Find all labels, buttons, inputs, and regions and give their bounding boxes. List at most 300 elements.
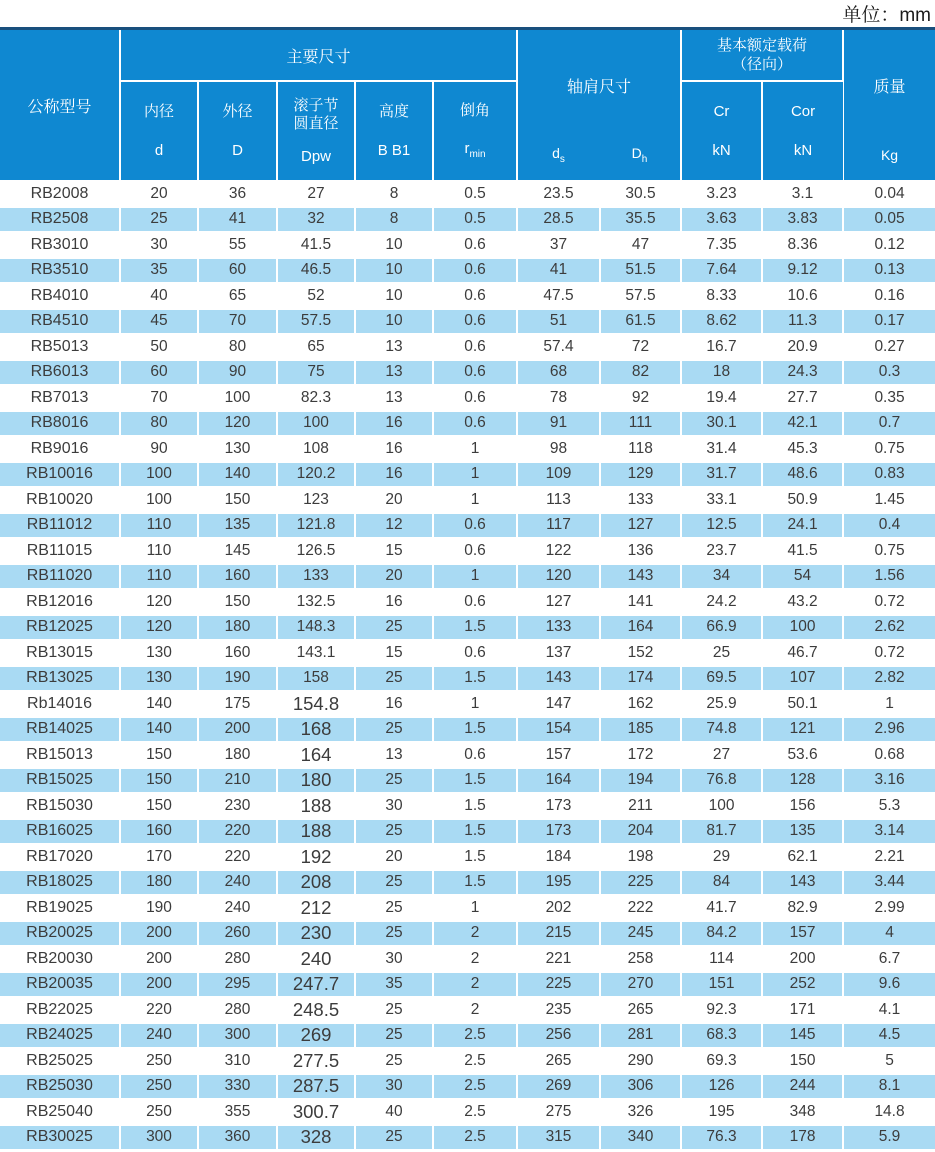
cell-d: 160 — [120, 819, 198, 845]
cell-Dh: 82 — [600, 360, 681, 386]
cell-Dh: 61.5 — [600, 309, 681, 335]
cell-Dpw: 188 — [277, 793, 355, 819]
cell-rmin: 2.5 — [433, 1074, 517, 1100]
col-group-basic-load — [681, 29, 843, 82]
cell-Cor: 135 — [762, 819, 843, 845]
cell-Dpw: 41.5 — [277, 232, 355, 258]
cell-ds: 202 — [517, 895, 600, 921]
cell-ds: 225 — [517, 972, 600, 998]
cell-model: RB3510 — [0, 258, 120, 284]
cell-rmin: 0.6 — [433, 411, 517, 437]
cell-Cor: 171 — [762, 997, 843, 1023]
cell-Kg: 2.62 — [843, 615, 935, 641]
cell-ds: 256 — [517, 1023, 600, 1049]
cell-Dh: 222 — [600, 895, 681, 921]
cell-Cor: 50.1 — [762, 691, 843, 717]
cell-model: RB25040 — [0, 1099, 120, 1125]
cell-model: RB10016 — [0, 462, 120, 488]
cell-Cr: 114 — [681, 946, 762, 972]
cell-D: 140 — [198, 462, 277, 488]
cell-model: RB22025 — [0, 997, 120, 1023]
cell-Cr: 8.62 — [681, 309, 762, 335]
cell-B: 25 — [355, 895, 433, 921]
cell-rmin: 2 — [433, 946, 517, 972]
col-header-height: 高度 B B1 — [355, 81, 433, 181]
cell-Cor: 244 — [762, 1074, 843, 1100]
table-row — [0, 513, 935, 539]
cell-Cor: 24.3 — [762, 360, 843, 386]
cell-Cor: 48.6 — [762, 462, 843, 488]
cell-rmin: 1 — [433, 462, 517, 488]
cell-d: 130 — [120, 640, 198, 666]
cell-Cr: 19.4 — [681, 385, 762, 411]
cell-model: RB10020 — [0, 487, 120, 513]
cell-Cor: 53.6 — [762, 742, 843, 768]
cell-B: 16 — [355, 589, 433, 615]
table-row — [0, 742, 935, 768]
cell-d: 100 — [120, 462, 198, 488]
cell-B: 25 — [355, 717, 433, 743]
cell-d: 50 — [120, 334, 198, 360]
col-header-cr: Cr kN — [681, 81, 762, 181]
cell-Cor: 41.5 — [762, 538, 843, 564]
cell-Dpw: 108 — [277, 436, 355, 462]
cell-Cor: 252 — [762, 972, 843, 998]
cell-Cor: 10.6 — [762, 283, 843, 309]
cell-Dh: 245 — [600, 921, 681, 947]
cell-Dh: 35.5 — [600, 207, 681, 233]
cell-B: 15 — [355, 538, 433, 564]
cell-Cor: 156 — [762, 793, 843, 819]
cell-B: 25 — [355, 819, 433, 845]
cell-ds: 23.5 — [517, 181, 600, 207]
cell-Cr: 100 — [681, 793, 762, 819]
cell-d: 190 — [120, 895, 198, 921]
cell-d: 35 — [120, 258, 198, 284]
cell-B: 20 — [355, 564, 433, 590]
cell-Cor: 128 — [762, 768, 843, 794]
cell-Dh: 143 — [600, 564, 681, 590]
cell-rmin: 0.6 — [433, 232, 517, 258]
cell-Dh: 306 — [600, 1074, 681, 1100]
cell-Kg: 4.1 — [843, 997, 935, 1023]
cell-Cor: 82.9 — [762, 895, 843, 921]
cell-B: 16 — [355, 411, 433, 437]
cell-Kg: 2.82 — [843, 666, 935, 692]
cell-model: RB24025 — [0, 1023, 120, 1049]
table-row — [0, 1125, 935, 1151]
table-row — [0, 793, 935, 819]
cell-model: RB12025 — [0, 615, 120, 641]
table-row — [0, 360, 935, 386]
cell-B: 25 — [355, 666, 433, 692]
cell-Cr: 74.8 — [681, 717, 762, 743]
table-body — [0, 181, 935, 1150]
cell-ds: 275 — [517, 1099, 600, 1125]
cell-d: 220 — [120, 997, 198, 1023]
table-row — [0, 411, 935, 437]
table-row — [0, 1048, 935, 1074]
col-header-roller-pitch-diameter: 滚子节圆直径 Dpw — [277, 81, 355, 181]
cell-Kg: 8.1 — [843, 1074, 935, 1100]
cell-model: RB14025 — [0, 717, 120, 743]
cell-rmin: 0.6 — [433, 283, 517, 309]
cell-Cor: 348 — [762, 1099, 843, 1125]
cell-Dh: 133 — [600, 487, 681, 513]
cell-Dpw: 65 — [277, 334, 355, 360]
cell-Kg: 0.83 — [843, 462, 935, 488]
basic-load-label-line1: 基本额定载荷 — [717, 37, 808, 55]
cell-Cor: 3.83 — [762, 207, 843, 233]
cell-B: 13 — [355, 334, 433, 360]
cell-model: RB18025 — [0, 870, 120, 896]
cell-ds: 57.4 — [517, 334, 600, 360]
cell-model: RB17020 — [0, 844, 120, 870]
cell-Dpw: 126.5 — [277, 538, 355, 564]
table-row — [0, 334, 935, 360]
basic-load-label-line2: （径向） — [732, 56, 793, 74]
cell-d: 70 — [120, 385, 198, 411]
cell-Dpw: 143.1 — [277, 640, 355, 666]
cell-Cor: 100 — [762, 615, 843, 641]
cell-D: 210 — [198, 768, 277, 794]
cell-Dh: 281 — [600, 1023, 681, 1049]
cell-Cor: 50.9 — [762, 487, 843, 513]
cell-rmin: 0.5 — [433, 181, 517, 207]
cell-model: RB2508 — [0, 207, 120, 233]
cell-Dpw: 208 — [277, 870, 355, 896]
cell-D: 70 — [198, 309, 277, 335]
cell-Cor: 107 — [762, 666, 843, 692]
cell-Kg: 5.3 — [843, 793, 935, 819]
table-row — [0, 946, 935, 972]
cell-Dpw: 248.5 — [277, 997, 355, 1023]
cell-model: RB3010 — [0, 232, 120, 258]
cell-D: 135 — [198, 513, 277, 539]
col-header-ds: $d_s$ — [552, 145, 565, 165]
col-header-cor: Cor kN — [762, 81, 843, 181]
cell-d: 150 — [120, 742, 198, 768]
cell-model: Rb14016 — [0, 691, 120, 717]
cell-d: 40 — [120, 283, 198, 309]
cell-ds: 265 — [517, 1048, 600, 1074]
table-row — [0, 309, 935, 335]
cell-ds: 37 — [517, 232, 600, 258]
cell-Cr: 76.8 — [681, 768, 762, 794]
cell-Cr: 31.7 — [681, 462, 762, 488]
cell-Cr: 84 — [681, 870, 762, 896]
cell-Dpw: 32 — [277, 207, 355, 233]
cell-Dh: 152 — [600, 640, 681, 666]
cell-D: 55 — [198, 232, 277, 258]
cell-Dh: 30.5 — [600, 181, 681, 207]
cell-D: 240 — [198, 870, 277, 896]
cell-ds: 315 — [517, 1125, 600, 1151]
cell-Dpw: 154.8 — [277, 691, 355, 717]
cell-Dpw: 52 — [277, 283, 355, 309]
cell-B: 20 — [355, 844, 433, 870]
cell-Cr: 34 — [681, 564, 762, 590]
cell-ds: 269 — [517, 1074, 600, 1100]
cell-rmin: 0.6 — [433, 360, 517, 386]
cell-rmin: 1.5 — [433, 666, 517, 692]
cell-rmin: 1 — [433, 691, 517, 717]
cell-B: 25 — [355, 997, 433, 1023]
cell-Cor: 3.1 — [762, 181, 843, 207]
cell-rmin: 1 — [433, 564, 517, 590]
cell-Dh: 118 — [600, 436, 681, 462]
cell-rmin: 2 — [433, 972, 517, 998]
cell-Dpw: 57.5 — [277, 309, 355, 335]
cell-Kg: 0.27 — [843, 334, 935, 360]
cell-Cr: 25.9 — [681, 691, 762, 717]
cell-rmin: 0.6 — [433, 385, 517, 411]
cell-Dpw: 212 — [277, 895, 355, 921]
cell-Dh: 270 — [600, 972, 681, 998]
cell-B: 16 — [355, 436, 433, 462]
cell-rmin: 1 — [433, 895, 517, 921]
cell-ds: 127 — [517, 589, 600, 615]
table-row — [0, 181, 935, 207]
cell-Cor: 143 — [762, 870, 843, 896]
cell-Cor: 9.12 — [762, 258, 843, 284]
cell-d: 150 — [120, 768, 198, 794]
table-row — [0, 462, 935, 488]
cell-ds: 41 — [517, 258, 600, 284]
cell-ds: 51 — [517, 309, 600, 335]
cell-Cr: 84.2 — [681, 921, 762, 947]
table-row — [0, 1074, 935, 1100]
cell-d: 200 — [120, 972, 198, 998]
col-header-chamfer: 倒角 $r_{min}$ — [433, 81, 517, 181]
cell-D: 160 — [198, 640, 277, 666]
cell-ds: 133 — [517, 615, 600, 641]
cell-D: 220 — [198, 819, 277, 845]
cell-Cor: 121 — [762, 717, 843, 743]
cell-ds: 157 — [517, 742, 600, 768]
cell-model: RB9016 — [0, 436, 120, 462]
cell-Dpw: 148.3 — [277, 615, 355, 641]
cell-D: 100 — [198, 385, 277, 411]
cell-model: RB13025 — [0, 666, 120, 692]
cell-Kg: 0.68 — [843, 742, 935, 768]
cell-Kg: 1.45 — [843, 487, 935, 513]
cell-d: 110 — [120, 564, 198, 590]
cell-Kg: 0.75 — [843, 436, 935, 462]
shoulder-group-label: 轴肩尺寸 — [567, 78, 632, 96]
cell-model: RB12016 — [0, 589, 120, 615]
cell-Cr: 69.3 — [681, 1048, 762, 1074]
cell-ds: 122 — [517, 538, 600, 564]
cell-ds: 78 — [517, 385, 600, 411]
cell-ds: 91 — [517, 411, 600, 437]
cell-rmin: 0.6 — [433, 742, 517, 768]
cell-Cr: 92.3 — [681, 997, 762, 1023]
cell-Kg: 5.9 — [843, 1125, 935, 1151]
cell-Dh: 127 — [600, 513, 681, 539]
cell-Dpw: 168 — [277, 717, 355, 743]
table-row — [0, 283, 935, 309]
cell-ds: 173 — [517, 793, 600, 819]
table-row — [0, 232, 935, 258]
cell-Dpw: 100 — [277, 411, 355, 437]
cell-D: 41 — [198, 207, 277, 233]
cell-ds: 117 — [517, 513, 600, 539]
cell-d: 120 — [120, 589, 198, 615]
cell-Kg: 0.4 — [843, 513, 935, 539]
cell-D: 240 — [198, 895, 277, 921]
cell-D: 220 — [198, 844, 277, 870]
cell-ds: 195 — [517, 870, 600, 896]
cell-model: RB7013 — [0, 385, 120, 411]
cell-Kg: 3.14 — [843, 819, 935, 845]
col-group-main-dimensions: 主要尺寸 — [120, 29, 517, 82]
cell-Cr: 30.1 — [681, 411, 762, 437]
table-row — [0, 997, 935, 1023]
cell-rmin: 1.5 — [433, 793, 517, 819]
cell-Dh: 51.5 — [600, 258, 681, 284]
cell-Cr: 68.3 — [681, 1023, 762, 1049]
cell-d: 140 — [120, 691, 198, 717]
cell-D: 300 — [198, 1023, 277, 1049]
cell-model: RB15030 — [0, 793, 120, 819]
cell-Kg: 4.5 — [843, 1023, 935, 1049]
table-row — [0, 921, 935, 947]
cell-ds: 28.5 — [517, 207, 600, 233]
cell-model: RB11012 — [0, 513, 120, 539]
cell-B: 35 — [355, 972, 433, 998]
cell-Dpw: 27 — [277, 181, 355, 207]
cell-D: 190 — [198, 666, 277, 692]
cell-model: RB11015 — [0, 538, 120, 564]
cell-Kg: 0.17 — [843, 309, 935, 335]
cell-model: RB20025 — [0, 921, 120, 947]
cell-B: 25 — [355, 615, 433, 641]
cell-Cor: 145 — [762, 1023, 843, 1049]
cell-D: 150 — [198, 487, 277, 513]
cell-rmin: 0.5 — [433, 207, 517, 233]
cell-Dpw: 180 — [277, 768, 355, 794]
cell-ds: 184 — [517, 844, 600, 870]
cell-d: 30 — [120, 232, 198, 258]
cell-Cr: 33.1 — [681, 487, 762, 513]
cell-Cor: 62.1 — [762, 844, 843, 870]
cell-D: 260 — [198, 921, 277, 947]
cell-ds: 98 — [517, 436, 600, 462]
cell-rmin: 2 — [433, 921, 517, 947]
cell-D: 175 — [198, 691, 277, 717]
cell-ds: 47.5 — [517, 283, 600, 309]
cell-Dh: 225 — [600, 870, 681, 896]
cell-Dpw: 188 — [277, 819, 355, 845]
cell-model: RB15025 — [0, 768, 120, 794]
cell-D: 360 — [198, 1125, 277, 1151]
cell-B: 25 — [355, 1125, 433, 1151]
cell-d: 90 — [120, 436, 198, 462]
cell-Cr: 76.3 — [681, 1125, 762, 1151]
cell-d: 200 — [120, 946, 198, 972]
cell-model: RB4510 — [0, 309, 120, 335]
table-row — [0, 640, 935, 666]
cell-Kg: 2.99 — [843, 895, 935, 921]
cell-d: 170 — [120, 844, 198, 870]
cell-Kg: 0.05 — [843, 207, 935, 233]
cell-model: RB2008 — [0, 181, 120, 207]
cell-Dh: 47 — [600, 232, 681, 258]
cell-D: 90 — [198, 360, 277, 386]
cell-B: 13 — [355, 742, 433, 768]
table-row — [0, 615, 935, 641]
cell-d: 60 — [120, 360, 198, 386]
cell-d: 250 — [120, 1074, 198, 1100]
col-header-mass — [843, 29, 935, 182]
cell-d: 200 — [120, 921, 198, 947]
cell-Kg: 3.16 — [843, 768, 935, 794]
unit-bar — [0, 0, 935, 27]
cell-ds: 215 — [517, 921, 600, 947]
cell-Dh: 57.5 — [600, 283, 681, 309]
cell-model: RB5013 — [0, 334, 120, 360]
cell-Cr: 24.2 — [681, 589, 762, 615]
cell-B: 13 — [355, 385, 433, 411]
cell-B: 30 — [355, 1074, 433, 1100]
cell-Kg: 0.12 — [843, 232, 935, 258]
cell-Kg: 0.72 — [843, 589, 935, 615]
cell-rmin: 1 — [433, 487, 517, 513]
cell-Dpw: 277.5 — [277, 1048, 355, 1074]
cell-model: RB16025 — [0, 819, 120, 845]
cell-Dh: 129 — [600, 462, 681, 488]
cell-Cr: 25 — [681, 640, 762, 666]
cell-Cor: 46.7 — [762, 640, 843, 666]
table-row — [0, 436, 935, 462]
cell-d: 80 — [120, 411, 198, 437]
cell-Cr: 23.7 — [681, 538, 762, 564]
cell-D: 65 — [198, 283, 277, 309]
cell-Cor: 11.3 — [762, 309, 843, 335]
cell-d: 120 — [120, 615, 198, 641]
cell-Cor: 43.2 — [762, 589, 843, 615]
cell-D: 80 — [198, 334, 277, 360]
cell-Dpw: 75 — [277, 360, 355, 386]
cell-Cr: 7.64 — [681, 258, 762, 284]
cell-d: 110 — [120, 538, 198, 564]
cell-D: 180 — [198, 615, 277, 641]
col-header-outer-diameter: 外径 D — [198, 81, 277, 181]
cell-D: 160 — [198, 564, 277, 590]
cell-Cor: 150 — [762, 1048, 843, 1074]
cell-B: 25 — [355, 870, 433, 896]
cell-B: 40 — [355, 1099, 433, 1125]
cell-D: 120 — [198, 411, 277, 437]
cell-rmin: 1.5 — [433, 870, 517, 896]
cell-Cr: 69.5 — [681, 666, 762, 692]
cell-d: 130 — [120, 666, 198, 692]
cell-Dh: 194 — [600, 768, 681, 794]
cell-D: 150 — [198, 589, 277, 615]
cell-B: 20 — [355, 487, 433, 513]
cell-Dh: 326 — [600, 1099, 681, 1125]
cell-Dh: 258 — [600, 946, 681, 972]
cell-Kg: 0.35 — [843, 385, 935, 411]
cell-rmin: 0.6 — [433, 589, 517, 615]
bearing-spec-table — [0, 27, 935, 1151]
cell-D: 330 — [198, 1074, 277, 1100]
table-row — [0, 487, 935, 513]
cell-Dh: 185 — [600, 717, 681, 743]
cell-Dh: 172 — [600, 742, 681, 768]
cell-Kg: 0.04 — [843, 181, 935, 207]
